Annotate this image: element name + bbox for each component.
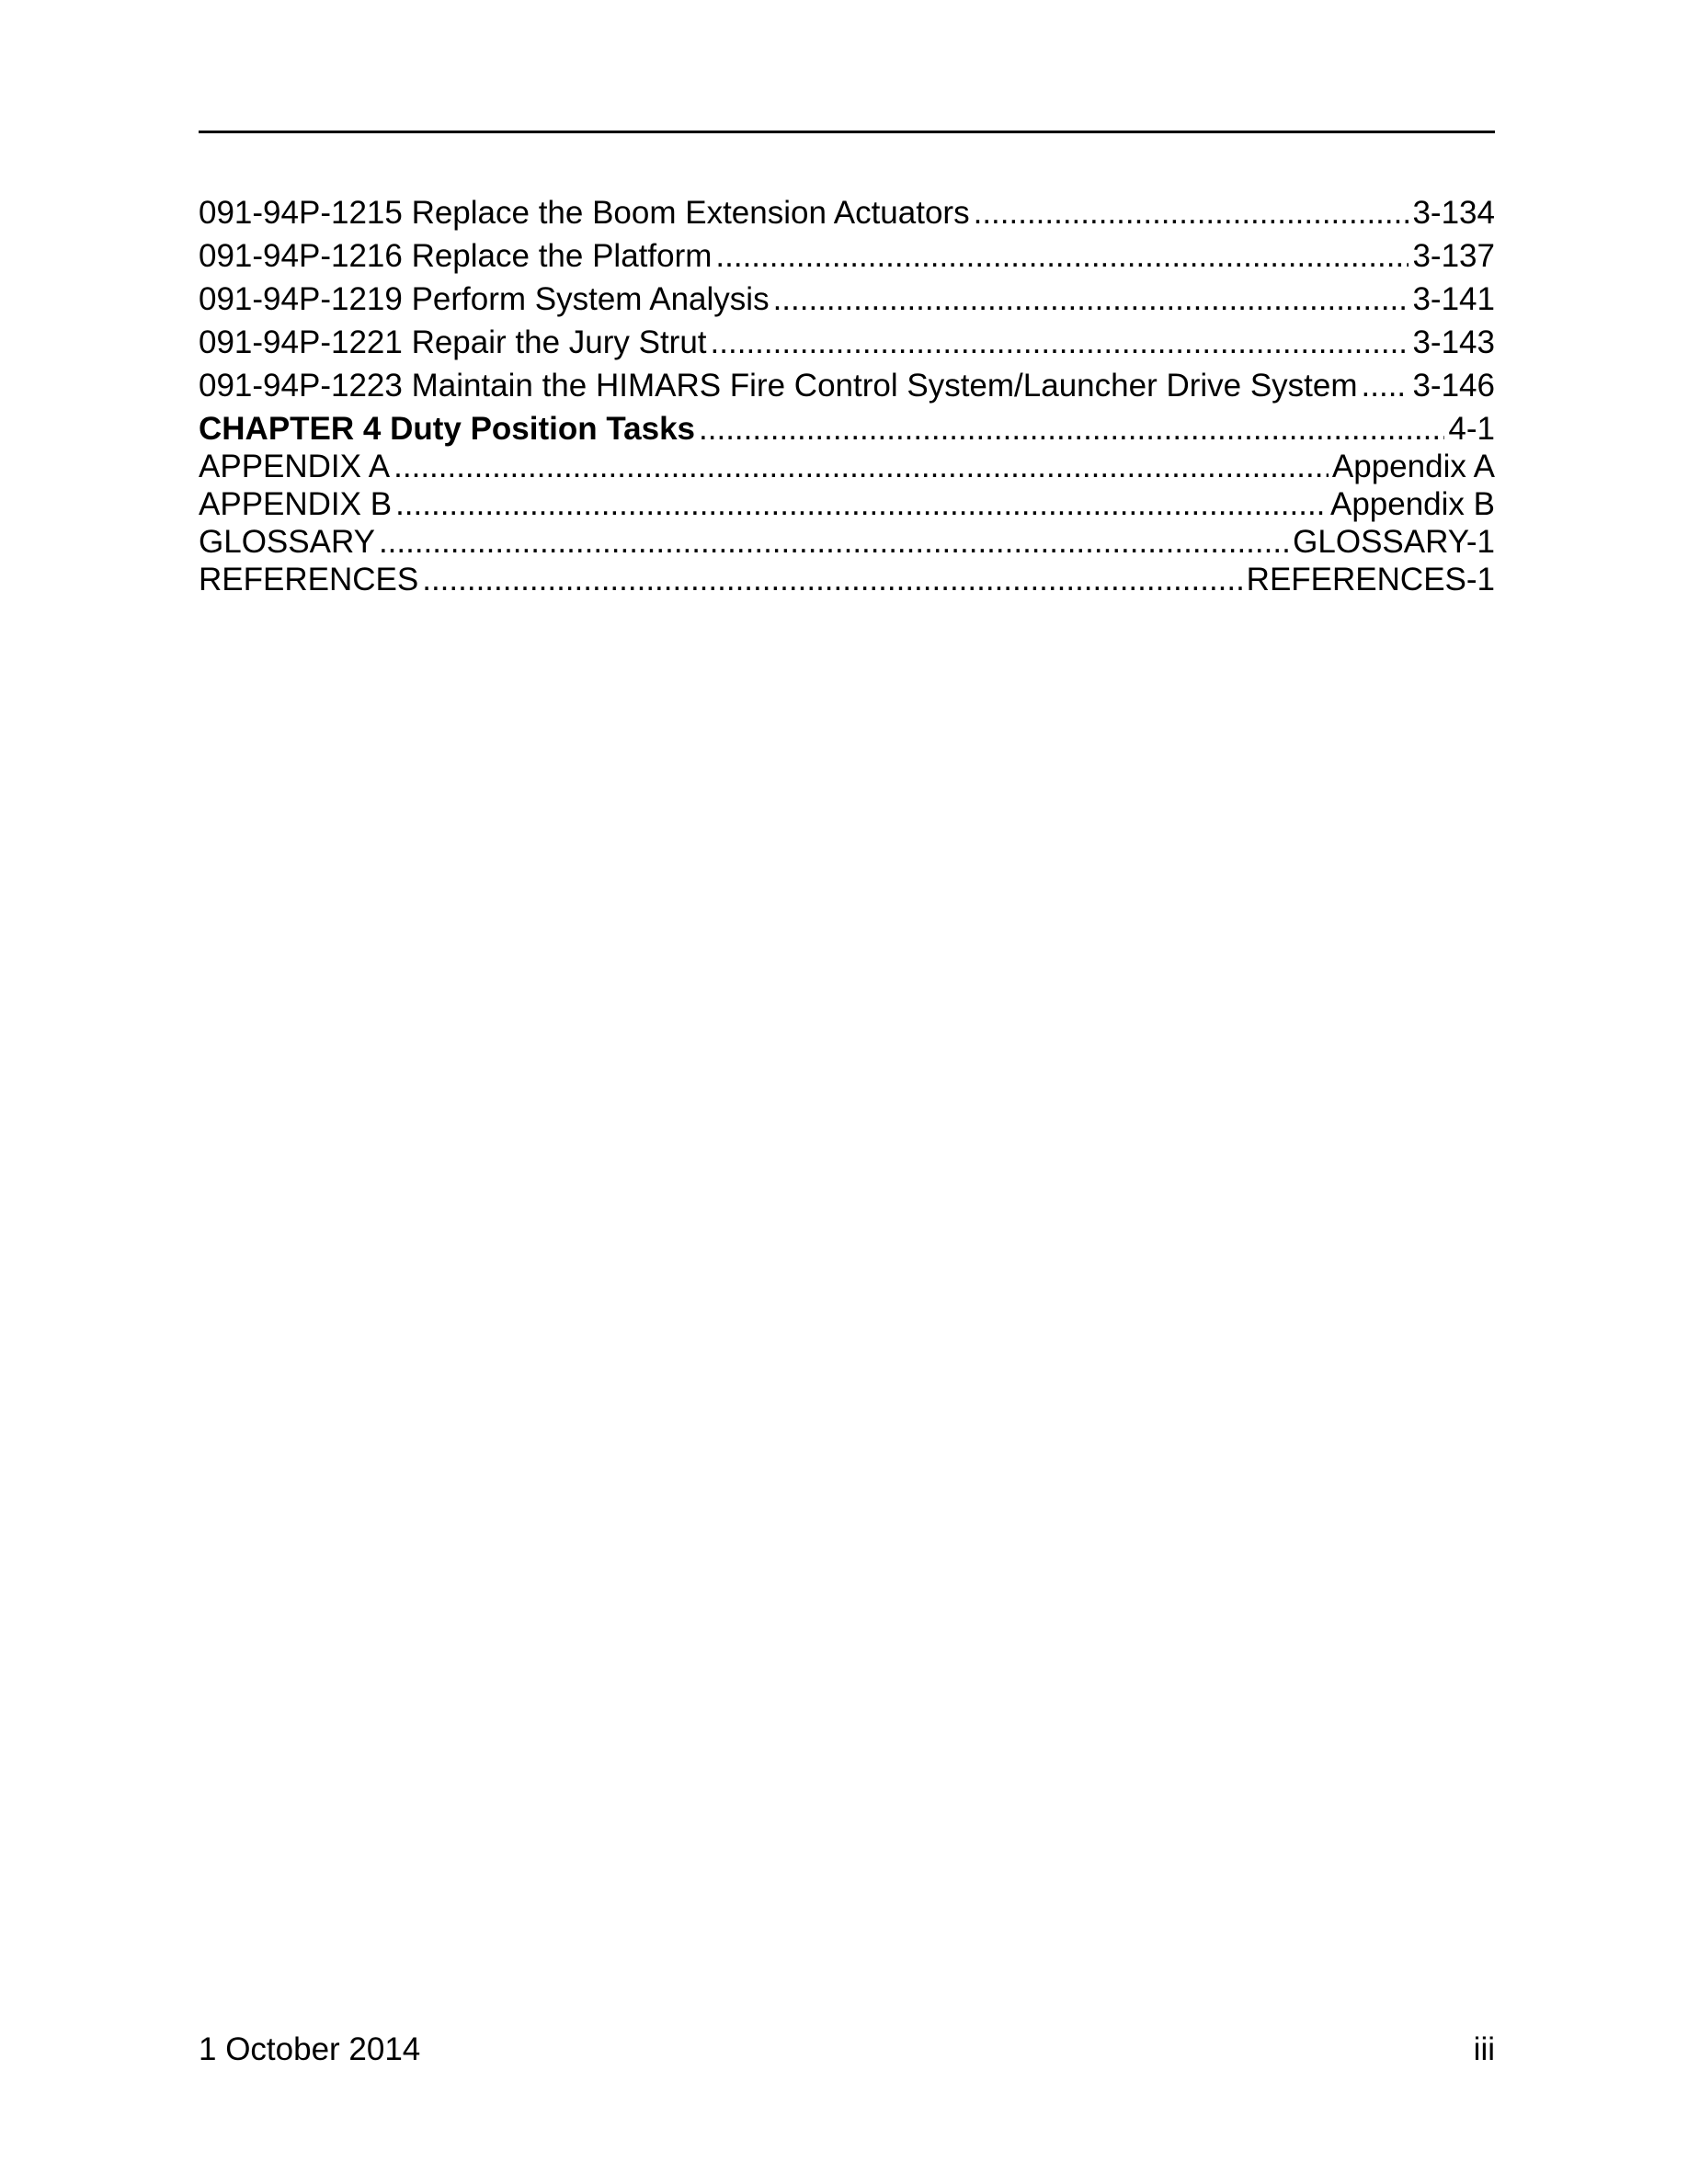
toc-entry-title: CHAPTER 4 Duty Position Tasks xyxy=(199,411,696,447)
toc-dot-leader xyxy=(395,486,1327,523)
toc-dot-leader xyxy=(393,449,1329,485)
toc-entry-page: 3-146 xyxy=(1412,368,1495,404)
toc-entry[interactable] xyxy=(199,486,1495,524)
toc-dot-leader xyxy=(715,238,1409,275)
toc-entry-page: GLOSSARY-1 xyxy=(1293,524,1495,560)
toc-entry[interactable] xyxy=(199,324,1495,368)
toc-entry-title: REFERENCES xyxy=(199,562,419,597)
toc-dot-leader xyxy=(379,524,1289,561)
toc-entry-chapter[interactable] xyxy=(199,411,1495,449)
toc-entry-page: 3-137 xyxy=(1412,238,1495,274)
toc-entry-page: Appendix A xyxy=(1331,449,1495,484)
toc-entry-title: 091-94P-1223 Maintain the HIMARS Fire Control System/Launcher Drive System xyxy=(199,368,1358,404)
toc-entry-page: 3-134 xyxy=(1412,195,1495,231)
toc-dot-leader xyxy=(422,562,1242,598)
toc-entry[interactable] xyxy=(199,238,1495,281)
toc-entry[interactable] xyxy=(199,449,1495,486)
toc-entry-title: APPENDIX B xyxy=(199,486,393,522)
toc-entry[interactable] xyxy=(199,281,1495,324)
toc-dot-leader xyxy=(773,281,1409,318)
toc-entry[interactable] xyxy=(199,524,1495,562)
toc-entry-title: 091-94P-1221 Repair the Jury Strut xyxy=(199,324,707,360)
toc-entry-page: 3-143 xyxy=(1412,324,1495,360)
toc-entry[interactable] xyxy=(199,562,1495,599)
toc-entry[interactable] xyxy=(199,368,1495,411)
toc-entry-page: Appendix B xyxy=(1329,486,1495,522)
toc-dot-leader xyxy=(974,195,1409,232)
footer-date: 1 October 2014 xyxy=(199,2031,421,2067)
toc-entry-title: 091-94P-1216 Replace the Platform xyxy=(199,238,713,274)
toc-entry-title: 091-94P-1215 Replace the Boom Extension Actuators xyxy=(199,195,970,231)
header-rule xyxy=(199,131,1495,133)
toc-entry-title: 091-94P-1219 Perform System Analysis xyxy=(199,281,770,317)
toc-dot-leader xyxy=(711,324,1409,361)
toc-dot-leader xyxy=(1362,368,1409,404)
toc-entry[interactable] xyxy=(199,195,1495,238)
toc-entry-page: 3-141 xyxy=(1412,281,1495,317)
toc-entry-page: 4-1 xyxy=(1448,411,1495,447)
table-of-contents xyxy=(199,195,1495,599)
toc-dot-leader xyxy=(699,411,1444,448)
toc-entry-title: APPENDIX A xyxy=(199,449,391,484)
toc-entry-title: GLOSSARY xyxy=(199,524,375,560)
toc-entry-page: REFERENCES-1 xyxy=(1246,562,1495,597)
footer-page-number: iii xyxy=(1473,2031,1495,2067)
page-footer xyxy=(199,2031,1495,2068)
